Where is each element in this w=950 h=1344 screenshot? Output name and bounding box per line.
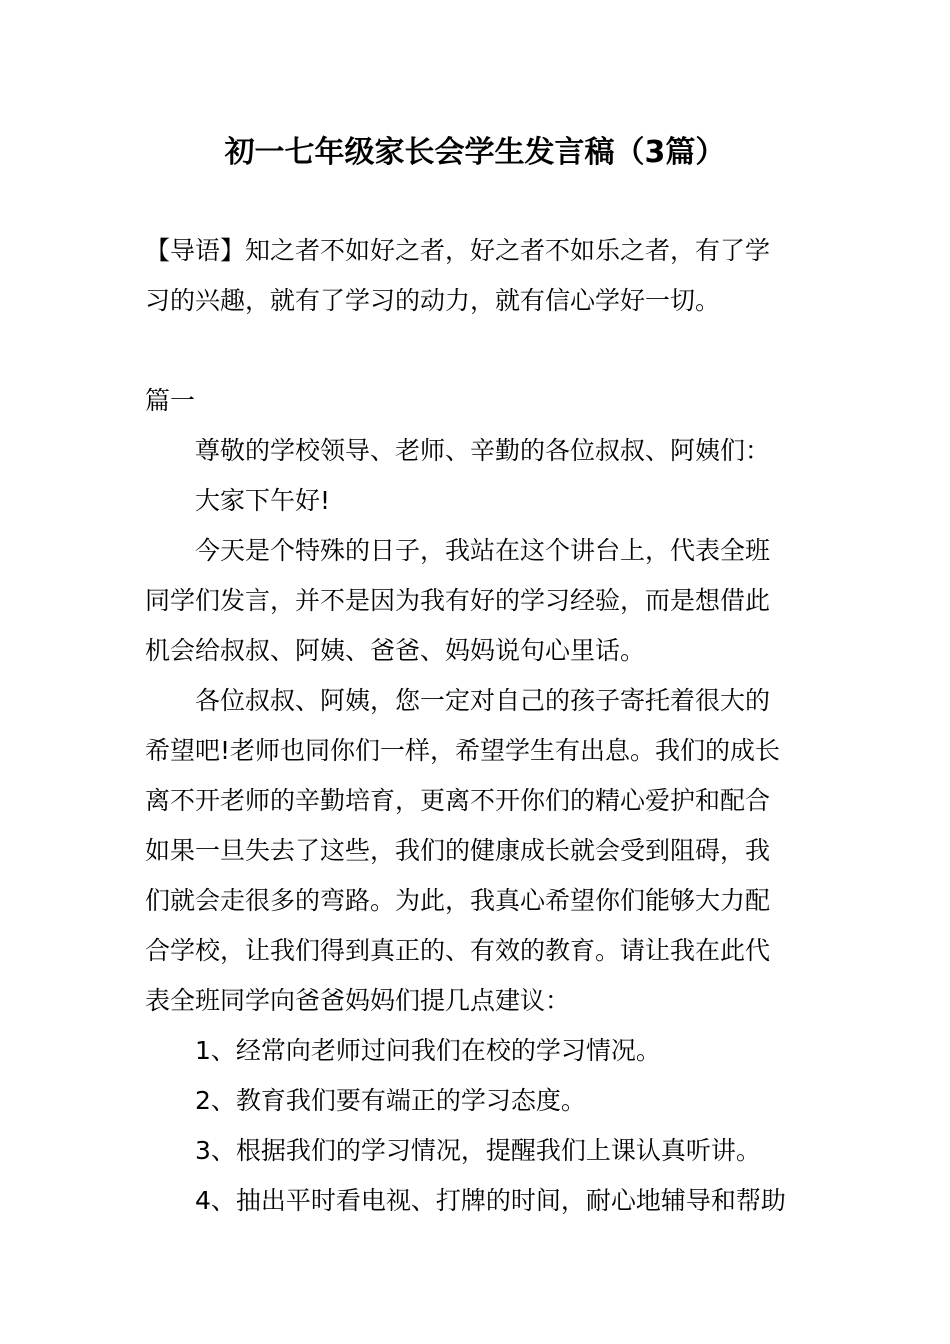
paragraph-line: 表全班同学向爸爸妈妈们提几点建议： <box>145 986 571 1015</box>
section-body <box>145 426 813 1226</box>
paragraph-line: 如果一旦失去了这些，我们的健康成长就会受到阻碍，我 <box>145 836 771 865</box>
paragraph-line: 们就会走很多的弯路。为此，我真心希望你们能够大力配 <box>145 886 771 915</box>
paragraph-line: 各位叔叔、阿姨，您一定对自己的孩子寄托着很大的 <box>195 686 771 715</box>
paragraph-line: 2、教育我们要有端正的学习态度。 <box>195 1086 586 1115</box>
paragraph-line: 合学校，让我们得到真正的、有效的教育。请让我在此代 <box>145 936 771 965</box>
paragraph-line: 尊敬的学校领导、老师、辛勤的各位叔叔、阿姨们： <box>195 436 771 465</box>
document-title: 初一七年级家长会学生发言稿（3篇） <box>224 135 726 170</box>
paragraph-line: 今天是个特殊的日子，我站在这个讲台上，代表全班 <box>195 536 771 565</box>
intro-line: 【导语】知之者不如好之者，好之者不如乐之者，有了学 <box>145 236 771 265</box>
paragraph-line: 1、经常向老师过问我们在校的学习情况。 <box>195 1036 661 1065</box>
intro-line: 习的兴趣，就有了学习的动力，就有信心学好一切。 <box>145 286 721 315</box>
paragraph-line: 同学们发言，并不是因为我有好的学习经验，而是想借此 <box>145 586 771 615</box>
paragraph-line: 机会给叔叔、阿姨、爸爸、妈妈说句心里话。 <box>145 636 646 665</box>
section-heading: 篇一 <box>145 386 196 415</box>
paragraph-line: 4、抽出平时看电视、打牌的时间，耐心地辅导和帮助 <box>195 1186 786 1215</box>
paragraph-line: 大家下午好! <box>195 486 331 515</box>
paragraph-line: 离不开老师的辛勤培育，更离不开你们的精心爱护和配合 <box>145 786 771 815</box>
intro-paragraph <box>145 226 813 326</box>
section-one <box>145 376 813 1226</box>
paragraph-line: 3、根据我们的学习情况，提醒我们上课认真听讲。 <box>195 1136 761 1165</box>
paragraph-line: 希望吧!老师也同你们一样，希望学生有出息。我们的成长 <box>145 736 781 765</box>
